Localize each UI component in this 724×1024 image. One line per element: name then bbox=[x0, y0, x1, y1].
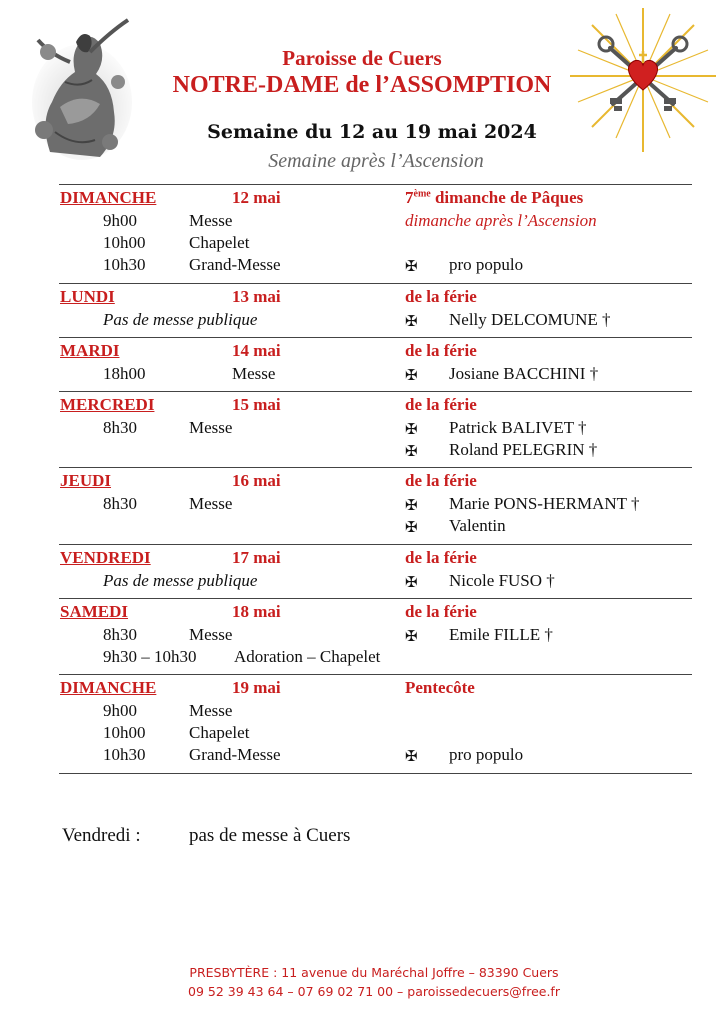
mass-intention: Nelly DELCOMUNE † bbox=[449, 310, 611, 329]
day-feast: 7ème dimanche de Pâques bbox=[405, 188, 584, 207]
mass-label: Messe bbox=[189, 625, 233, 644]
cross-icon: ✠ bbox=[405, 749, 418, 765]
day-note: Pas de messe publique bbox=[103, 571, 258, 590]
footer-note-label: Vendredi : bbox=[62, 825, 141, 846]
day-name: JEUDI bbox=[60, 471, 112, 490]
day-feast: de la férie bbox=[405, 471, 477, 490]
day-name: VENDREDI bbox=[60, 548, 151, 567]
week-subtitle: Semaine après l’Ascension bbox=[268, 150, 484, 172]
table-rule bbox=[59, 467, 692, 468]
cross-icon: ✠ bbox=[405, 444, 418, 460]
cross-icon: ✠ bbox=[405, 259, 418, 275]
mass-label: Chapelet bbox=[189, 233, 250, 252]
mass-intention: Nicole FUSO † bbox=[449, 571, 555, 590]
day-date: 16 mai bbox=[232, 471, 281, 490]
mass-intention: Josiane BACCHINI † bbox=[449, 364, 599, 383]
day-name: MARDI bbox=[60, 341, 120, 360]
cross-icon: ✠ bbox=[405, 575, 418, 591]
table-rule bbox=[59, 337, 692, 338]
mass-label: Messe bbox=[232, 364, 276, 383]
mass-time: 8h30 bbox=[103, 418, 137, 437]
cross-icon: ✠ bbox=[405, 629, 418, 645]
mass-intention: Emile FILLE † bbox=[449, 625, 553, 644]
cross-icon: ✠ bbox=[405, 520, 418, 536]
parish-name: Paroisse de Cuers bbox=[282, 46, 442, 70]
day-name: DIMANCHE bbox=[60, 188, 157, 207]
mass-label: Messe bbox=[189, 418, 233, 437]
mass-time: 18h00 bbox=[103, 364, 146, 383]
mass-label: Grand-Messe bbox=[189, 255, 281, 274]
day-feast: de la férie bbox=[405, 287, 477, 306]
day-name: SAMEDI bbox=[60, 602, 129, 621]
day-date: 19 mai bbox=[232, 678, 281, 697]
table-rule bbox=[59, 391, 692, 392]
table-rule bbox=[59, 773, 692, 774]
mass-time: 9h30 – 10h30 bbox=[103, 647, 197, 666]
table-rule bbox=[59, 598, 692, 599]
day-feast: de la férie bbox=[405, 395, 477, 414]
mass-time: 10h30 bbox=[103, 745, 146, 764]
mass-label: Chapelet bbox=[189, 723, 250, 742]
day-date: 13 mai bbox=[232, 287, 281, 306]
table-rule bbox=[59, 283, 692, 284]
cross-icon: ✠ bbox=[405, 368, 418, 384]
day-note: Pas de messe publique bbox=[103, 310, 258, 329]
mass-intention: Roland PELEGRIN † bbox=[449, 440, 598, 459]
mass-time: 10h30 bbox=[103, 255, 146, 274]
day-name: DIMANCHE bbox=[60, 678, 157, 697]
mass-label: Messe bbox=[189, 701, 233, 720]
day-feast-subtitle: dimanche après l’Ascension bbox=[405, 211, 597, 230]
mass-label: Messe bbox=[189, 211, 233, 230]
week-title: Semaine du 12 au 19 mai 2024 bbox=[207, 121, 537, 143]
mass-intention: Patrick BALIVET † bbox=[449, 418, 587, 437]
mass-intention: pro populo bbox=[449, 255, 524, 274]
mass-label: Messe bbox=[189, 494, 233, 513]
presbytery-address: PRESBYTÈRE : 11 avenue du Maréchal Joffre – 83390 Cuers bbox=[189, 965, 559, 980]
footer-note-text: pas de messe à Cuers bbox=[189, 825, 351, 846]
mass-time: 9h00 bbox=[103, 701, 137, 720]
day-feast: de la férie bbox=[405, 602, 477, 621]
day-date: 15 mai bbox=[232, 395, 281, 414]
cross-icon: ✠ bbox=[405, 314, 418, 330]
mass-time: 10h00 bbox=[103, 723, 146, 742]
mass-intention: Valentin bbox=[449, 516, 506, 535]
day-feast: Pentecôte bbox=[405, 678, 475, 697]
day-feast: de la férie bbox=[405, 341, 477, 360]
mass-time: 8h30 bbox=[103, 494, 137, 513]
mass-intention: Marie PONS-HERMANT † bbox=[449, 494, 640, 513]
mass-time: 8h30 bbox=[103, 625, 137, 644]
mass-label: Adoration – Chapelet bbox=[234, 647, 381, 666]
table-rule bbox=[59, 674, 692, 675]
presbytery-contact: 09 52 39 43 64 – 07 69 02 71 00 – paroissedecuers@free.fr bbox=[188, 984, 560, 999]
day-date: 12 mai bbox=[232, 188, 281, 207]
day-date: 14 mai bbox=[232, 341, 281, 360]
mass-label: Grand-Messe bbox=[189, 745, 281, 764]
table-rule bbox=[59, 544, 692, 545]
day-feast: de la férie bbox=[405, 548, 477, 567]
day-date: 18 mai bbox=[232, 602, 281, 621]
church-name: NOTRE-DAME de l’ASSOMPTION bbox=[172, 72, 552, 98]
table-rule bbox=[59, 184, 692, 185]
cross-icon: ✠ bbox=[405, 498, 418, 514]
day-name: LUNDI bbox=[60, 287, 115, 306]
day-date: 17 mai bbox=[232, 548, 281, 567]
cross-icon: ✠ bbox=[405, 422, 418, 438]
mass-intention: pro populo bbox=[449, 745, 524, 764]
mass-time: 9h00 bbox=[103, 211, 137, 230]
mass-time: 10h00 bbox=[103, 233, 146, 252]
day-name: MERCREDI bbox=[60, 395, 155, 414]
